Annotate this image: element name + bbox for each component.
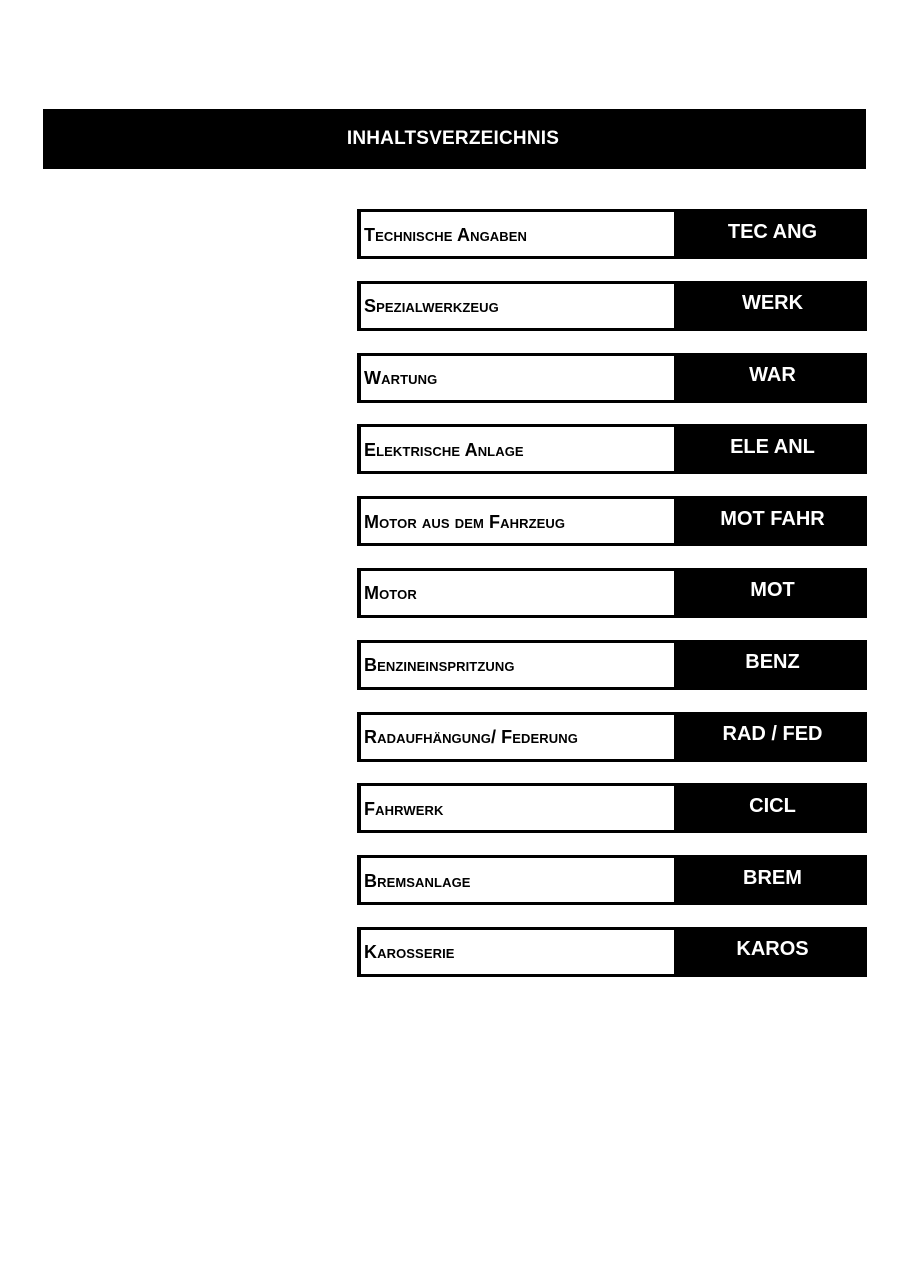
toc-label: Wartung [364, 368, 438, 389]
toc-label-box[interactable] [357, 855, 678, 905]
toc-row-spezialwerkzeug[interactable] [357, 281, 867, 331]
table-of-contents [357, 209, 867, 999]
toc-code-box[interactable] [678, 424, 867, 474]
toc-label-box[interactable] [357, 640, 678, 690]
toc-code: BENZ [745, 651, 800, 674]
toc-code: CICL [749, 794, 796, 817]
toc-label-box[interactable] [357, 927, 678, 977]
toc-row-motor[interactable] [357, 568, 867, 618]
toc-label-box[interactable] [357, 424, 678, 474]
toc-row-bremsanlage[interactable] [357, 855, 867, 905]
toc-code-box[interactable] [678, 712, 867, 762]
toc-label: Motor [364, 583, 417, 604]
toc-code: WAR [749, 364, 796, 387]
toc-code-box[interactable] [678, 209, 867, 259]
toc-code: BREM [743, 866, 802, 889]
toc-code: TEC ANG [727, 220, 818, 243]
toc-code-box[interactable] [678, 353, 867, 403]
toc-row-wartung[interactable] [357, 353, 867, 403]
toc-label: Radaufhängung/ Federung [364, 727, 578, 748]
toc-label-box[interactable] [357, 281, 678, 331]
toc-label-box[interactable] [357, 783, 678, 833]
toc-label-box[interactable] [357, 568, 678, 618]
toc-row-motor-aus-dem-fahrzeug[interactable] [357, 496, 867, 546]
toc-row-technische-angaben[interactable] [357, 209, 867, 259]
toc-label: Motor aus dem Fahrzeug [364, 511, 566, 532]
toc-row-fahrwerk[interactable] [357, 783, 867, 833]
toc-row-radaufhaengung-federung[interactable] [357, 712, 867, 762]
toc-code-box[interactable] [678, 281, 867, 331]
toc-label: Spezialwerkzeug [364, 296, 499, 317]
toc-label: Karosserie [364, 942, 455, 963]
toc-label: Fahrwerk [364, 798, 444, 819]
toc-row-karosserie[interactable] [357, 927, 867, 977]
toc-code-box[interactable] [678, 496, 867, 546]
toc-code: MOT [750, 579, 795, 602]
toc-code-box[interactable] [678, 855, 867, 905]
toc-code-box[interactable] [678, 927, 867, 977]
toc-code: KAROS [736, 938, 809, 961]
toc-label-box[interactable] [357, 712, 678, 762]
toc-label-box[interactable] [357, 209, 678, 259]
toc-code-box[interactable] [678, 783, 867, 833]
toc-label-box[interactable] [357, 353, 678, 403]
toc-code-box[interactable] [678, 568, 867, 618]
toc-code: ELE ANL [730, 435, 815, 458]
page-title: INHALTSVERZEICHNIS [346, 128, 560, 149]
toc-label: Technische Angaben [364, 224, 528, 245]
header-bar [43, 109, 866, 169]
toc-row-benzineinspritzung[interactable] [357, 640, 867, 690]
toc-code-box[interactable] [678, 640, 867, 690]
toc-label: Benzineinspritzung [364, 655, 515, 676]
toc-row-elektrische-anlage[interactable] [357, 424, 867, 474]
toc-code: RAD / FED [722, 723, 823, 746]
toc-code: MOT FAHR [720, 507, 825, 530]
toc-label-box[interactable] [357, 496, 678, 546]
toc-label: Bremsanlage [364, 870, 471, 891]
toc-label: Elektrische Anlage [364, 439, 524, 460]
toc-code: WERK [741, 292, 804, 315]
